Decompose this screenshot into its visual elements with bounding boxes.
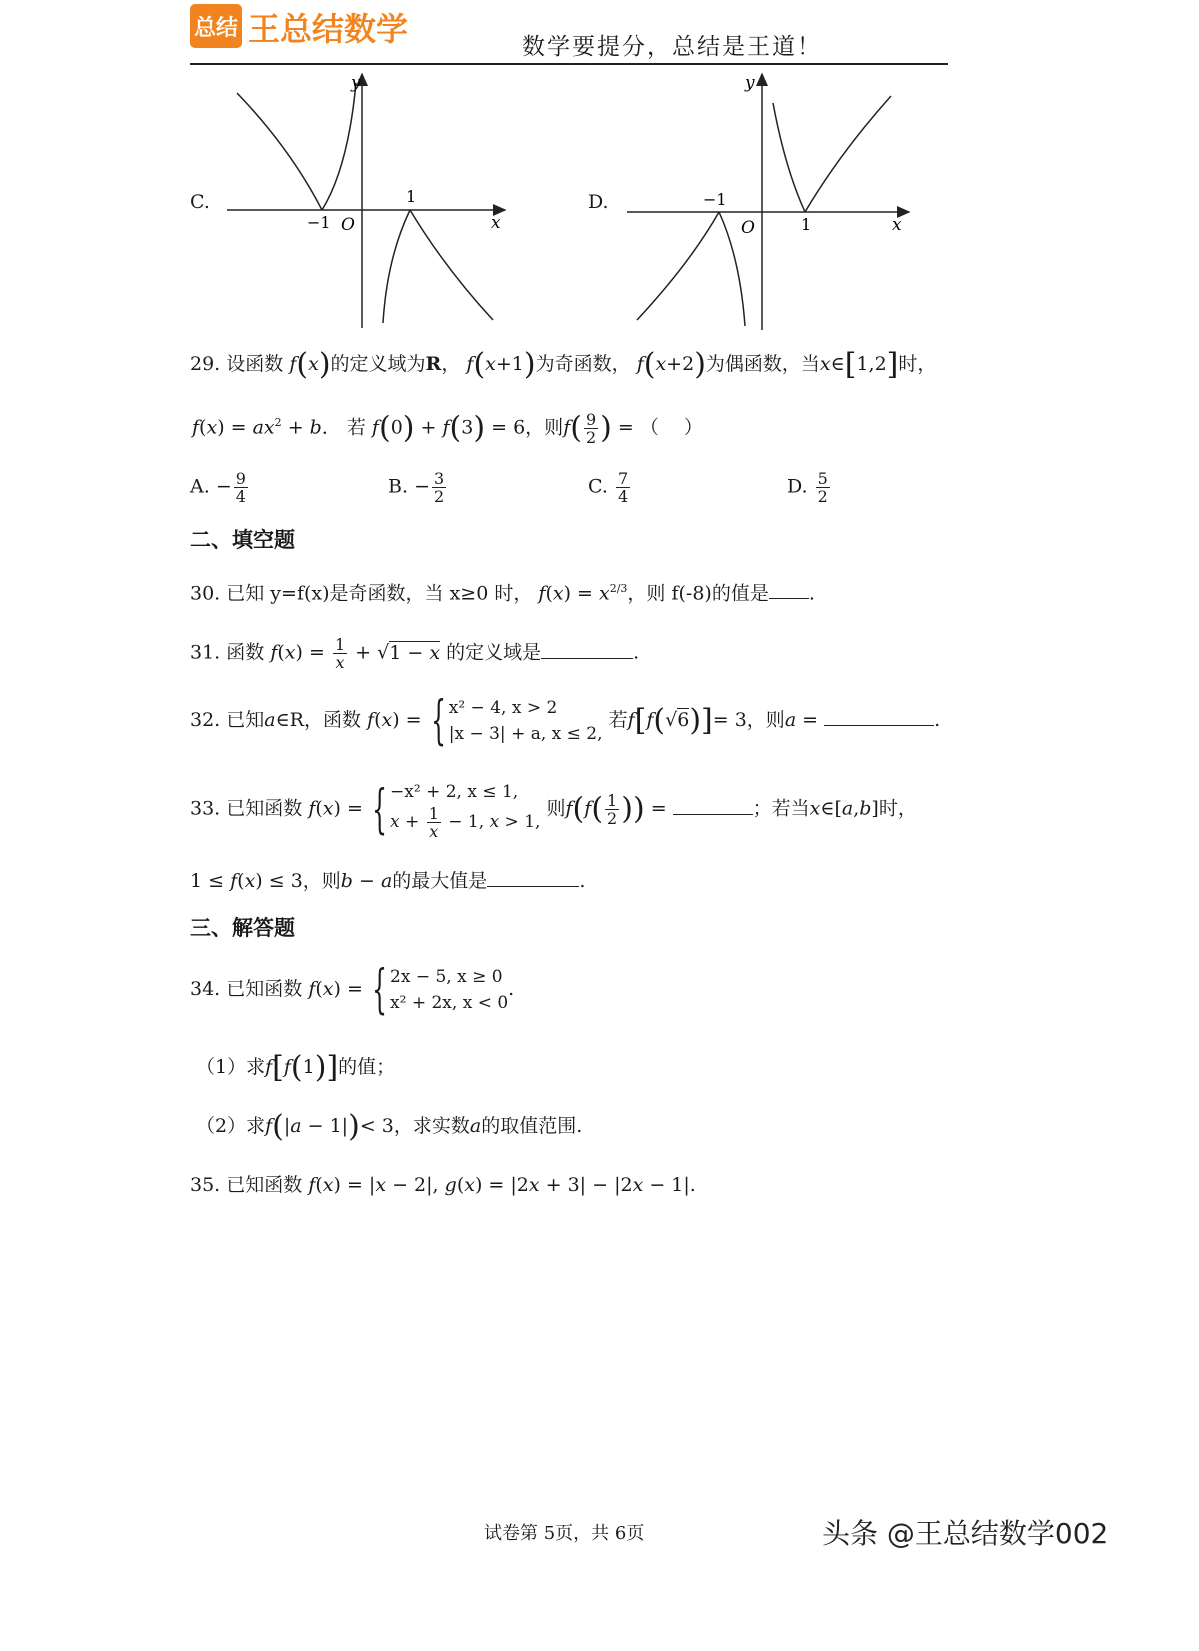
graph-c-tick-neg1: −1 xyxy=(307,213,331,232)
graph-d-tick-pos1: 1 xyxy=(801,215,812,234)
q29-option-d[interactable]: D. $\frac{5}{2}$ xyxy=(787,469,828,506)
graph-c-y-label: y xyxy=(351,73,361,93)
graph-d-curve-left-rise xyxy=(637,212,719,320)
question-number: 29. xyxy=(190,353,221,375)
question-35: 35. 已知函数 f(x) = |x − 2|, g(x) = |2x + 3| − |2x − 1|. xyxy=(190,1174,696,1196)
brand-logo xyxy=(190,4,242,48)
question-29-line1: 29. 设函数 f(x)的定义域为R， f(x+1)为奇函数， f(x+2)为偶函数，当x∈[1,2]时， xyxy=(190,347,937,382)
graph-c-tick-pos1: 1 xyxy=(406,187,417,206)
option-d-label: D. xyxy=(588,191,609,213)
header-rule xyxy=(190,63,948,65)
question-32: 32. 已知a∈R，函数 f(x) = { x² − 4, x > 2 |x − 3| + a, x ≤ 2, 若f[f(√6)]= 3，则a = . xyxy=(190,691,941,751)
graph-c-curve-right-rise xyxy=(383,210,410,323)
graph-c-x-label: x xyxy=(491,213,501,233)
page-footer: 试卷第 5页，共 6页 xyxy=(484,1523,645,1544)
q29-option-a[interactable]: A. − $\frac{9}{4}$ xyxy=(190,469,246,506)
slogan: 数学要提分，总结是王道！ xyxy=(522,34,822,60)
graph-d-origin: O xyxy=(741,218,755,238)
graph-d xyxy=(615,68,915,333)
graph-c-curve-left-rise xyxy=(322,83,356,210)
logo-mark: 总结 xyxy=(193,15,238,41)
watermark: 头条 @王总结数学002 xyxy=(822,1517,1109,1550)
question-31: 31. 函数 f(x) = $\frac{1}{x}$ + √1 − x 的定义域是 . xyxy=(190,635,640,672)
q29-option-c[interactable]: C. $\frac{7}{4}$ xyxy=(588,469,629,506)
graph-d-y-label: y xyxy=(745,73,755,93)
question-34: 34. 已知函数 f(x) = { 2x − 5, x ≥ 0 x² + 2x, x < 0 . xyxy=(190,960,515,1020)
brand-name: 王总结数学 xyxy=(248,10,409,48)
graph-d-x-label: x xyxy=(892,215,902,235)
graph-c-origin: O xyxy=(341,215,355,235)
question-34-part1: （1）求f[f(1)]的值； xyxy=(196,1050,396,1085)
question-29-line2: $f(x) = ax^2 + b$． 若 f(0) + f(3) = 6，则f( $\frac{9}{2}$ ) = （ ） xyxy=(192,410,703,447)
graph-c xyxy=(215,68,515,333)
option-c-label: C. xyxy=(190,191,210,213)
question-34-part2: （2）求f(|a − 1|)< 3，求实数a的取值范围. xyxy=(196,1109,583,1144)
graph-d-curve-right-rise xyxy=(805,96,891,212)
question-33: 33. 已知函数 f(x) = { −x² + 2, x ≤ 1, x + $\frac{1}{x}$ − 1, x > 1, 则f(f( $\frac{1}{2}$ )) = ；若当x∈[a,b]时， xyxy=(190,779,917,841)
graph-d-tick-neg1: −1 xyxy=(703,190,727,209)
question-33-line2: 1 ≤ f(x) ≤ 3，则b − a的最大值是 . xyxy=(190,870,586,892)
section-answer-title: 三、解答题 xyxy=(190,916,295,940)
graph-c-curve-left xyxy=(237,93,322,210)
question-30: 30. 已知 y=f(x)是奇函数，当 x≥0 时， $f(x) = x^{2/3}$，则 f(-8)的值是 . xyxy=(190,582,815,605)
section-fill-in-title: 二、填空题 xyxy=(190,528,295,552)
graph-d-curve-right-fall xyxy=(773,103,805,212)
q29-option-b[interactable]: B. − $\frac{3}{2}$ xyxy=(388,469,445,506)
graph-c-curve-right-fall xyxy=(410,210,493,320)
